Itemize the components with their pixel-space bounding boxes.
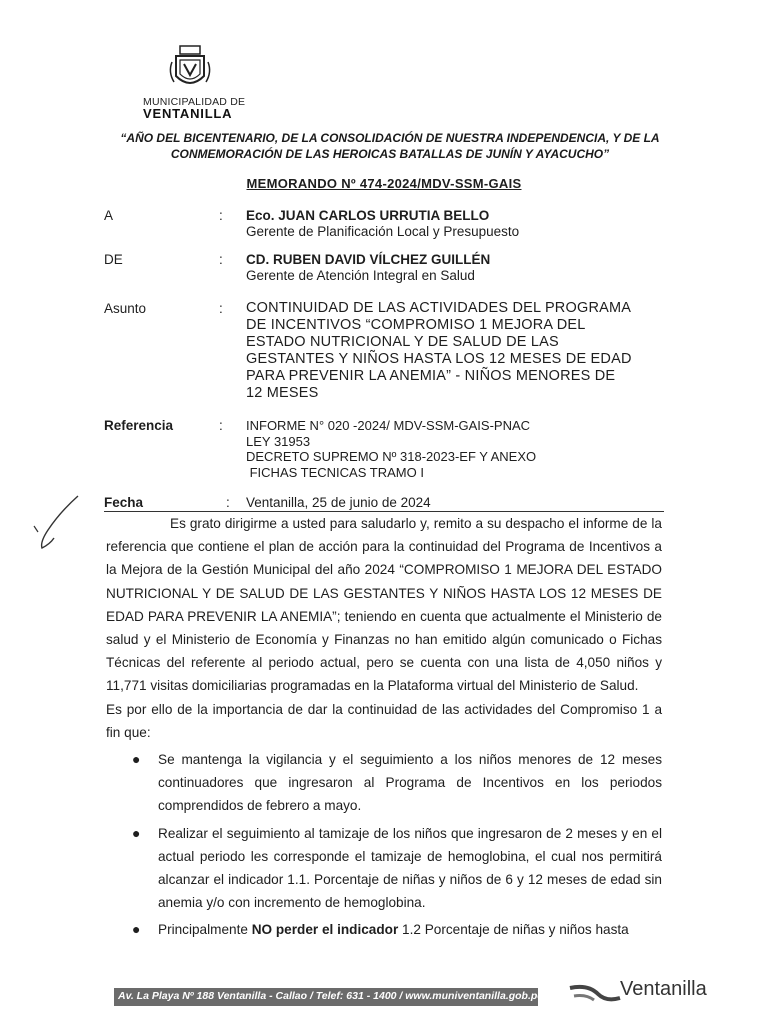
list-item-emphasis: NO perder el indicador <box>251 922 399 938</box>
subject-line: ESTADO NUTRICIONAL Y DE SALUD DE LAS <box>246 334 559 350</box>
field-de-value <box>246 252 490 284</box>
recipient-role: Gerente de Planificación Local y Presupuesto <box>246 224 520 239</box>
reference-line: INFORME N° 020 -2024/ MDV-SSM-GAIS-PNAC <box>246 418 531 433</box>
subject-text <box>246 300 666 402</box>
year-motto <box>110 130 670 162</box>
recipient-name: Eco. JUAN CARLOS URRUTIA BELLO <box>246 208 490 223</box>
brand-name: Ventanilla <box>620 978 707 1000</box>
memo-title: MEMORANDO Nº 474-2024/MDV-SSM-GAIS <box>246 176 522 191</box>
bullet-icon: ● <box>132 824 141 841</box>
reference-line: FICHAS TECNICAS TRAMO I <box>246 464 424 480</box>
list-item <box>106 918 662 941</box>
field-label-fecha: Fecha <box>104 495 144 510</box>
field-label-referencia: Referencia <box>104 418 174 433</box>
ventanilla-brand-icon <box>568 980 622 1004</box>
list-item <box>106 822 662 915</box>
colon: : <box>219 418 223 433</box>
institution-name-line1: MUNICIPALIDAD DE <box>143 96 246 108</box>
field-label-a: A <box>104 208 114 223</box>
field-label-de: DE <box>104 252 123 267</box>
memo-body <box>106 512 662 942</box>
date-value: Ventanilla, 25 de junio de 2024 <box>246 495 431 510</box>
list-item-text-pre: Principalmente <box>158 922 252 938</box>
footer-address: Av. La Playa Nº 188 Ventanilla - Callao / Telef: 631 - 1400 / www.muniventanilla.gob.pe <box>118 990 544 1002</box>
list-item-text: Se mantenga la vigilancia y el seguimiento a los niños menores de 12 meses continuadores que ingresaron al Programa de Incentivos en los periodos comprendidos de febrero a mayo. <box>158 752 662 814</box>
colon: : <box>219 252 223 267</box>
field-label-asunto: Asunto <box>104 301 147 316</box>
bullet-icon: ● <box>132 921 141 938</box>
colon: : <box>219 301 223 316</box>
sender-role: Gerente de Atención Integral en Salud <box>246 268 475 283</box>
handwritten-initial-mark <box>20 490 90 560</box>
motto-line1: “AÑO DEL BICENTENARIO, DE LA CONSOLIDACIÓN DE NUESTRA INDEPENDENCIA, Y DE LA <box>120 131 660 145</box>
list-item-text-post: 1.2 Porcentaje de niñas y niños hasta <box>398 922 629 938</box>
bullet-icon: ● <box>132 751 141 768</box>
subject-line: CONTINUIDAD DE LAS ACTIVIDADES DEL PROGRAMA <box>246 300 632 316</box>
colon: : <box>226 495 230 510</box>
reference-line: DECRETO SUPREMO Nº 318-2023-EF Y ANEXO <box>246 449 537 464</box>
body-paragraph: Es por ello de la importancia de dar la continuidad de las actividades del Compromiso 1 a fin que: <box>106 701 662 740</box>
subject-line: 12 MESES <box>246 385 319 401</box>
motto-line2: CONMEMORACIÓN DE LAS HEROICAS BATALLAS DE JUNÍN Y AYACUCHO” <box>170 147 610 161</box>
field-a-value <box>246 208 519 240</box>
sender-name: CD. RUBEN DAVID VÍLCHEZ GUILLÉN <box>246 252 491 267</box>
subject-line: GESTANTES Y NIÑOS HASTA LOS 12 MESES DE EDAD <box>246 351 632 367</box>
subject-line: PARA PREVENIR LA ANEMIA” - NIÑOS MENORES DE <box>246 368 616 384</box>
subject-line: DE INCENTIVOS “COMPROMISO 1 MEJORA DEL <box>246 317 586 333</box>
reference-line: LEY 31953 <box>246 433 311 449</box>
municipal-crest-logo <box>166 42 214 94</box>
body-paragraph: Es grato dirigirme a usted para saludarlo y, remito a su despacho el informe de la referencia que contiene el plan de acción para la continuidad del Programa de Incentivos a la Mejora de la Gestión Municipal del año 2024 “COMPROMISO 1 MEJORA DEL ESTADO NUTRICIONAL Y DE SALUD DE LAS GESTANTES Y NIÑOS HASTA LOS 12 MESES DE EDAD PARA PREVENIR LA ANEMIA”; teniendo en cuenta que actualmente el Ministerio de salud y el Ministerio de Economía y Finanzas no han emitido algún comunicado o Fichas Técnicas del referente al periodo actual, pero se cuenta con una lista de 4,050 niños y 11,771 visitas domiciliarias programadas en la Plataforma virtual del Ministerio de Salud. <box>106 516 662 694</box>
institution-name-line2: VENTANILLA <box>143 106 233 121</box>
colon: : <box>219 208 223 223</box>
list-item <box>106 748 662 818</box>
action-list <box>106 748 662 942</box>
reference-list <box>246 418 536 480</box>
list-item-text: Realizar el seguimiento al tamizaje de los niños que ingresaron de 2 meses y en el actual periodo les corresponde el tamizaje de hemoglobina, el cual nos permitirá alcanzar el indicador 1.1. Porcentaje de niñas y niños de 6 y 12 meses de edad sin anemia y/o con incremento de hemoglobina. <box>158 825 662 911</box>
